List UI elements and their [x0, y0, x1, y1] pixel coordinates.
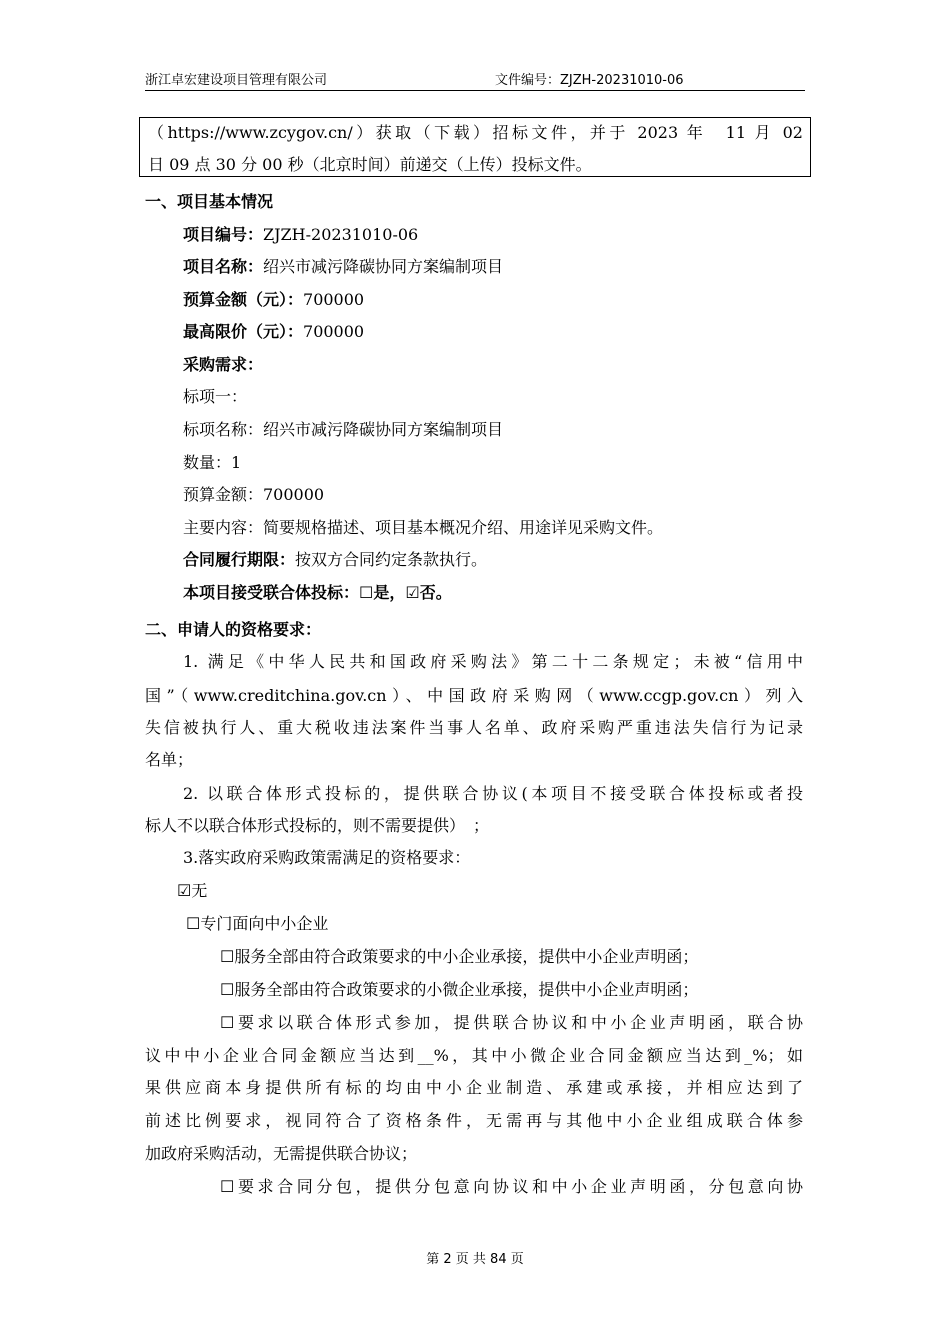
budget-amount [183, 290, 364, 310]
header-company: 浙江卓宏建设项目管理有限公司 [145, 73, 328, 88]
lot-title: 标项一： [183, 387, 248, 406]
project-name [183, 257, 503, 277]
header-doc-number [495, 69, 684, 88]
header-doc-number-value: ZJZH-20231010-06 [560, 73, 684, 88]
requirement-1-line-2: 国”（www.creditchina.gov.cn）、中国政府采购网（www.ccgp.gov.cn）列入 [145, 686, 803, 705]
max-price-value: 700000 [303, 322, 365, 341]
lot-main-content: 主要内容：简要规格描述、项目基本概况介绍、用途详见采购文件。 [183, 518, 664, 537]
requirement-1-line-4: 名单； [145, 750, 194, 769]
option-consortium-line-1: ☐要求以联合体形式参加，提供联合协议和中小企业声明函，联合协 [220, 1013, 803, 1032]
option-consortium-line-2: 议中中小企业合同金额应当达到__%，其中小微企业合同金额应当达到_%；如 [145, 1046, 803, 1065]
contract-period-label: 合同履行期限： [183, 550, 296, 569]
option-consortium-line-3: 果供应商本身提供所有标的均由中小企业制造、承建或承接，并相应达到了 [145, 1078, 803, 1097]
option-micro-all-services: ☐服务全部由符合政策要求的小微企业承接，提供中小企业声明函； [220, 980, 699, 999]
project-name-label: 项目名称： [183, 257, 264, 276]
project-number-label: 项目编号： [183, 225, 264, 244]
option-consortium-line-4: 前述比例要求，视同符合了资格条件，无需再与其他中小企业组成联合体参 [145, 1111, 803, 1130]
lot-quantity: 数量：1 [183, 453, 242, 472]
lot-name: 标项名称：绍兴市减污降碳协同方案编制项目 [183, 420, 504, 439]
contract-period [183, 550, 487, 570]
notice-line-2: 日 09 点 30 分 00 秒（北京时间）前递交（上传）投标文件。 [148, 155, 592, 174]
max-price [183, 322, 364, 342]
project-number [183, 225, 418, 245]
section2-title: 二、申请人的资格要求： [145, 620, 322, 639]
project-number-value: ZJZH-20231010-06 [263, 225, 419, 244]
requirement-2-line-1: 2. 以联合体形式投标的，提供联合协议(本项目不接受联合体投标或者投 [183, 784, 803, 803]
requirement-2-line-2: 标人不以联合体形式投标的，则不需要提供） ； [145, 816, 490, 835]
max-price-label: 最高限价（元）： [183, 322, 304, 341]
contract-period-value: 按双方合同约定条款执行。 [295, 550, 488, 569]
page-header [145, 66, 805, 91]
consortium-acceptance: 本项目接受联合体投标：☐是，☑否。 [183, 583, 452, 602]
option-subcontract: ☐要求合同分包，提供分包意向协议和中小企业声明函，分包意向协 [220, 1177, 803, 1196]
page-footer: 第 2 页 共 84 页 [426, 1252, 524, 1267]
requirement-1-line-1: 1. 满足《中华人民共和国政府采购法》第二十二条规定；未被“信用中 [183, 652, 803, 671]
option-consortium-line-5: 加政府采购活动，无需提供联合协议； [145, 1144, 418, 1163]
section1-title: 一、项目基本情况 [145, 192, 274, 211]
option-sme-only: ☐专门面向中小企业 [186, 914, 329, 933]
lot-budget: 预算金额：700000 [183, 485, 325, 504]
option-none: ☑无 [177, 881, 208, 900]
budget-value: 700000 [303, 290, 365, 309]
notice-line-1: （https://www.zcygov.cn/）获取（下载）招标文件，并于 2023 年 11 月 02 [148, 123, 803, 142]
header-doc-number-label: 文件编号： [495, 73, 561, 88]
requirement-1-line-3: 失信被执行人、重大税收违法案件当事人名单、政府采购严重违法失信行为记录 [145, 718, 803, 737]
procurement-demand-label: 采购需求： [183, 355, 264, 374]
project-name-value: 绍兴市减污降碳协同方案编制项目 [263, 257, 504, 276]
requirement-3: 3.落实政府采购政策需满足的资格要求： [183, 848, 471, 867]
budget-label: 预算金额（元）： [183, 290, 304, 309]
option-sme-all-services: ☐服务全部由符合政策要求的中小企业承接，提供中小企业声明函； [220, 947, 699, 966]
notice-box [139, 117, 811, 177]
